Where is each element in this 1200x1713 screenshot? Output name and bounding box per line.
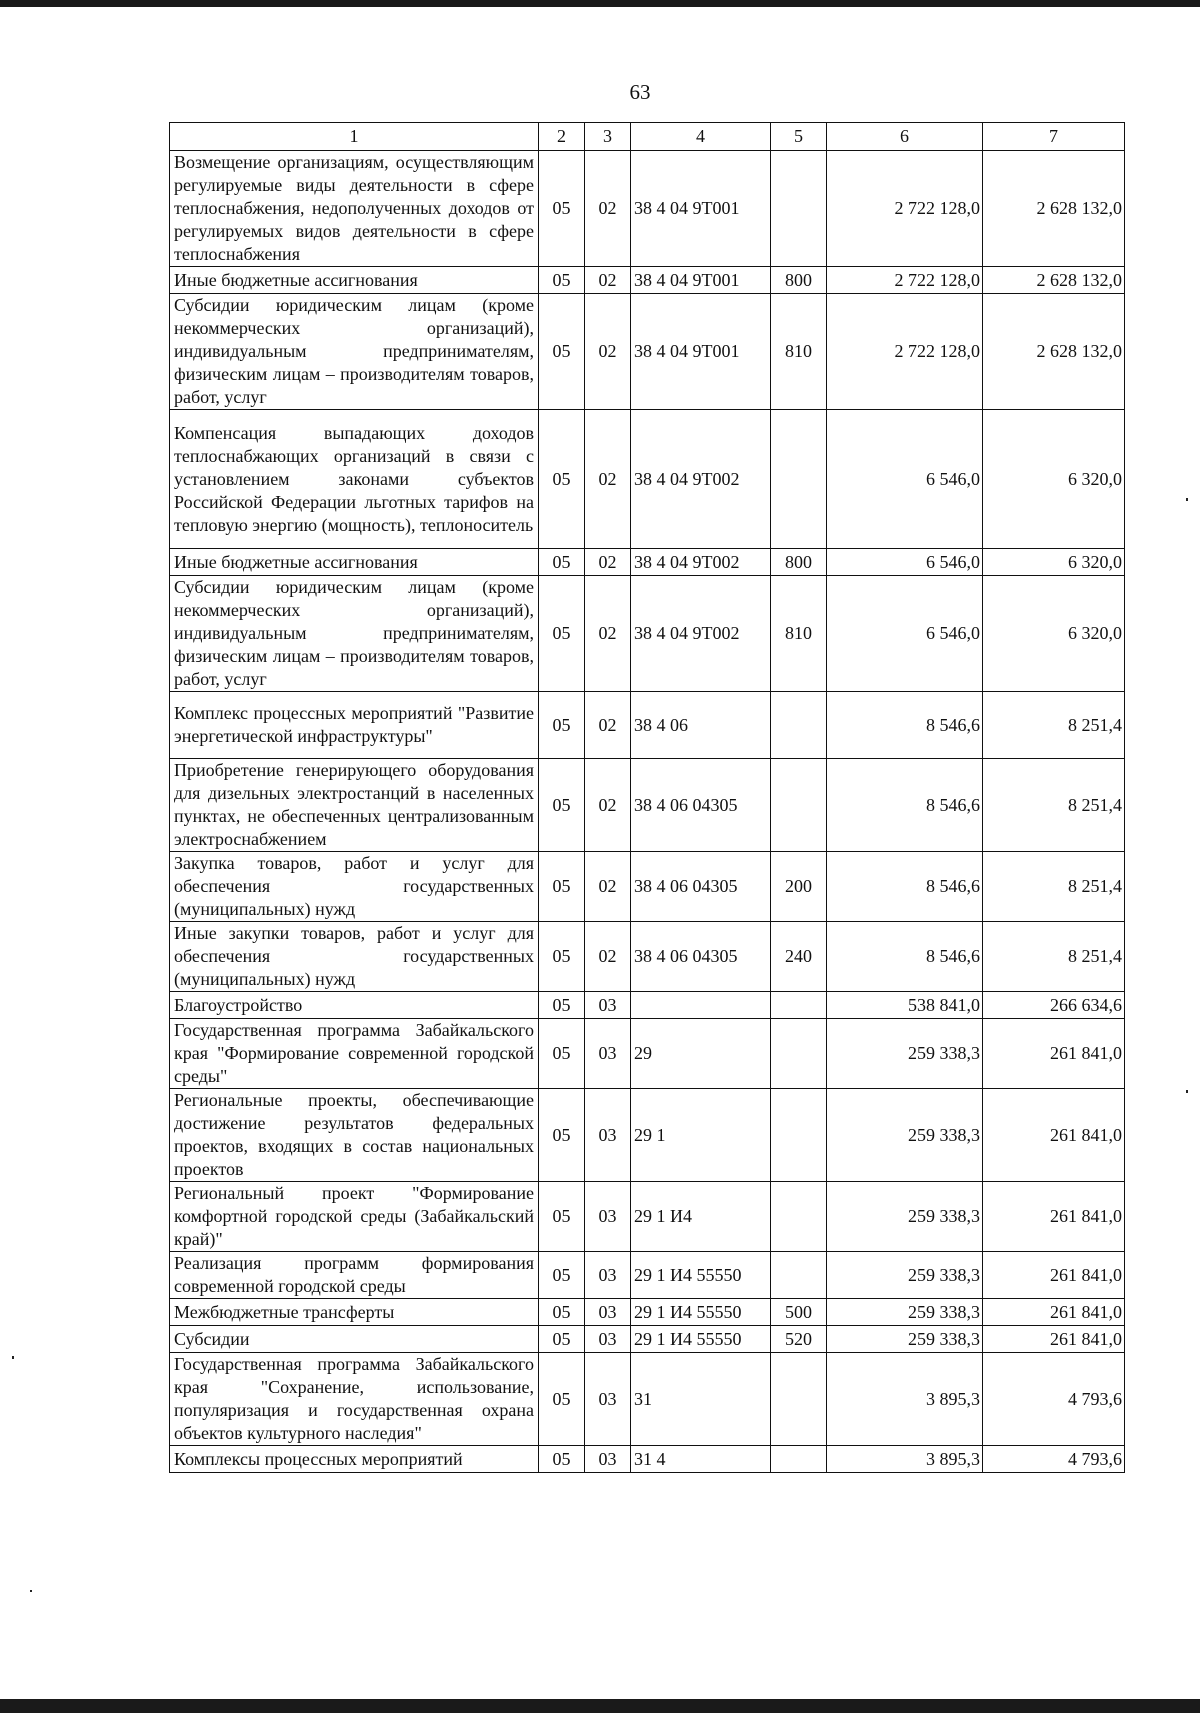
row-sum-second-cell: 2 628 132,0 <box>983 294 1125 410</box>
row-sum-first-cell: 2 722 128,0 <box>827 294 983 410</box>
row-sum-first-cell: 8 546,6 <box>827 692 983 759</box>
table-row <box>170 1326 1125 1353</box>
row-sum-first-cell: 259 338,3 <box>827 1182 983 1252</box>
row-subsection-cell: 02 <box>585 410 631 549</box>
row-expense-type-cell: 800 <box>771 267 827 294</box>
row-expense-type-cell: 200 <box>771 852 827 922</box>
header-col-5: 5 <box>771 123 827 151</box>
row-section-cell: 05 <box>539 267 585 294</box>
row-subsection-cell: 02 <box>585 759 631 852</box>
row-subsection-cell: 02 <box>585 294 631 410</box>
row-name-cell: Субсидии юридическим лицам (кроме некоммерческих организаций), индивидуальным предпринимателям, физическим лицам – производителям товаров, работ, услуг <box>170 294 539 410</box>
row-sum-first-cell: 2 722 128,0 <box>827 151 983 267</box>
row-expense-type-cell <box>771 1182 827 1252</box>
row-name-cell: Возмещение организациям, осуществляющим регулируемые виды деятельности в сфере теплоснабжения, недополученных доходов от регулируемых видов деятельности в сфере теплоснабжения <box>170 151 539 267</box>
row-section-cell: 05 <box>539 692 585 759</box>
row-section-cell: 05 <box>539 759 585 852</box>
row-name-cell: Субсидии <box>170 1326 539 1353</box>
row-sum-second-cell: 261 841,0 <box>983 1019 1125 1089</box>
row-sum-second-cell: 261 841,0 <box>983 1182 1125 1252</box>
row-expense-type-cell <box>771 1089 827 1182</box>
row-sum-second-cell: 261 841,0 <box>983 1252 1125 1299</box>
scan-speck <box>30 1590 32 1592</box>
row-expense-type-cell <box>771 151 827 267</box>
row-name-cell: Субсидии юридическим лицам (кроме некоммерческих организаций), индивидуальным предпринимателям, физическим лицам – производителям товаров, работ, услуг <box>170 576 539 692</box>
table-row <box>170 1299 1125 1326</box>
header-col-3: 3 <box>585 123 631 151</box>
row-expense-type-cell <box>771 1446 827 1473</box>
row-sum-second-cell: 6 320,0 <box>983 549 1125 576</box>
row-section-cell: 05 <box>539 1089 585 1182</box>
row-sum-second-cell: 4 793,6 <box>983 1446 1125 1473</box>
row-subsection-cell: 03 <box>585 1446 631 1473</box>
row-target-cell: 29 1 И4 <box>631 1182 771 1252</box>
row-subsection-cell: 03 <box>585 1182 631 1252</box>
row-sum-first-cell: 6 546,0 <box>827 549 983 576</box>
row-sum-first-cell: 538 841,0 <box>827 992 983 1019</box>
row-name-cell: Реализация программ формирования современной городской среды <box>170 1252 539 1299</box>
row-target-cell: 38 4 06 <box>631 692 771 759</box>
table-row <box>170 759 1125 852</box>
row-sum-second-cell: 261 841,0 <box>983 1299 1125 1326</box>
row-expense-type-cell: 810 <box>771 576 827 692</box>
row-expense-type-cell: 500 <box>771 1299 827 1326</box>
row-name-cell: Иные закупки товаров, работ и услуг для обеспечения государственных (муниципальных) нужд <box>170 922 539 992</box>
row-sum-second-cell: 2 628 132,0 <box>983 151 1125 267</box>
table-row <box>170 410 1125 549</box>
scan-speck <box>1186 498 1188 501</box>
table-row <box>170 1353 1125 1446</box>
row-expense-type-cell <box>771 1252 827 1299</box>
row-section-cell: 05 <box>539 1446 585 1473</box>
row-sum-first-cell: 6 546,0 <box>827 410 983 549</box>
header-row <box>170 123 1125 151</box>
row-sum-first-cell: 8 546,6 <box>827 759 983 852</box>
row-sum-first-cell: 6 546,0 <box>827 576 983 692</box>
row-section-cell: 05 <box>539 151 585 267</box>
row-section-cell: 05 <box>539 1252 585 1299</box>
row-name-cell: Компенсация выпадающих доходов теплоснабжающих организаций в связи с установлением законами субъектов Российской Федерации льготных тарифов на тепловую энергию (мощность), теплоноситель <box>170 410 539 549</box>
row-sum-first-cell: 259 338,3 <box>827 1089 983 1182</box>
row-target-cell: 38 4 04 9Т002 <box>631 410 771 549</box>
row-name-cell: Государственная программа Забайкальского края "Сохранение, использование, популяризация и государственная охрана объектов культурного наследия" <box>170 1353 539 1446</box>
row-name-cell: Региональный проект "Формирование комфортной городской среды (Забайкальский край)" <box>170 1182 539 1252</box>
row-section-cell: 05 <box>539 1019 585 1089</box>
row-sum-first-cell: 259 338,3 <box>827 1299 983 1326</box>
row-section-cell: 05 <box>539 1182 585 1252</box>
row-section-cell: 05 <box>539 992 585 1019</box>
header-col-4: 4 <box>631 123 771 151</box>
budget-table <box>169 122 1125 1473</box>
row-subsection-cell: 02 <box>585 692 631 759</box>
row-subsection-cell: 02 <box>585 922 631 992</box>
table-row <box>170 549 1125 576</box>
table-row <box>170 1252 1125 1299</box>
row-section-cell: 05 <box>539 922 585 992</box>
row-name-cell: Межбюджетные трансферты <box>170 1299 539 1326</box>
row-sum-first-cell: 3 895,3 <box>827 1446 983 1473</box>
row-subsection-cell: 02 <box>585 267 631 294</box>
row-sum-first-cell: 259 338,3 <box>827 1019 983 1089</box>
row-expense-type-cell <box>771 1019 827 1089</box>
row-subsection-cell: 03 <box>585 1326 631 1353</box>
row-subsection-cell: 03 <box>585 1089 631 1182</box>
row-sum-second-cell: 266 634,6 <box>983 992 1125 1019</box>
header-col-2: 2 <box>539 123 585 151</box>
table-row <box>170 1182 1125 1252</box>
row-target-cell: 38 4 04 9Т001 <box>631 151 771 267</box>
row-expense-type-cell: 520 <box>771 1326 827 1353</box>
row-subsection-cell: 02 <box>585 151 631 267</box>
scan-speck <box>1186 1090 1188 1093</box>
row-name-cell: Благоустройство <box>170 992 539 1019</box>
row-expense-type-cell: 810 <box>771 294 827 410</box>
row-name-cell: Приобретение генерирующего оборудования для дизельных электростанций в населенных пунктах, не обеспеченных централизованным электроснабжением <box>170 759 539 852</box>
scan-edge-top <box>0 0 1200 7</box>
row-sum-first-cell: 2 722 128,0 <box>827 267 983 294</box>
row-sum-second-cell: 8 251,4 <box>983 852 1125 922</box>
row-sum-second-cell: 4 793,6 <box>983 1353 1125 1446</box>
table-row <box>170 576 1125 692</box>
row-name-cell: Комплекс процессных мероприятий "Развитие энергетической инфраструктуры" <box>170 692 539 759</box>
row-expense-type-cell <box>771 759 827 852</box>
row-target-cell: 38 4 06 04305 <box>631 759 771 852</box>
row-sum-second-cell: 8 251,4 <box>983 759 1125 852</box>
row-name-cell: Комплексы процессных мероприятий <box>170 1446 539 1473</box>
table-header <box>170 123 1125 151</box>
row-section-cell: 05 <box>539 294 585 410</box>
row-expense-type-cell <box>771 992 827 1019</box>
row-expense-type-cell: 800 <box>771 549 827 576</box>
scan-speck <box>12 1356 14 1359</box>
row-name-cell: Иные бюджетные ассигнования <box>170 267 539 294</box>
row-section-cell: 05 <box>539 852 585 922</box>
row-subsection-cell: 03 <box>585 1019 631 1089</box>
row-sum-first-cell: 8 546,6 <box>827 852 983 922</box>
row-expense-type-cell <box>771 410 827 549</box>
row-target-cell: 31 <box>631 1353 771 1446</box>
row-section-cell: 05 <box>539 1353 585 1446</box>
row-section-cell: 05 <box>539 1326 585 1353</box>
table-row <box>170 1019 1125 1089</box>
row-target-cell: 29 1 И4 55550 <box>631 1326 771 1353</box>
header-col-6: 6 <box>827 123 983 151</box>
row-target-cell: 38 4 06 04305 <box>631 922 771 992</box>
row-expense-type-cell: 240 <box>771 922 827 992</box>
header-col-7: 7 <box>983 123 1125 151</box>
row-sum-second-cell: 6 320,0 <box>983 576 1125 692</box>
row-sum-second-cell: 261 841,0 <box>983 1089 1125 1182</box>
row-target-cell: 29 1 <box>631 1089 771 1182</box>
row-sum-first-cell: 259 338,3 <box>827 1326 983 1353</box>
row-name-cell: Иные бюджетные ассигнования <box>170 549 539 576</box>
row-target-cell: 29 1 И4 55550 <box>631 1299 771 1326</box>
row-subsection-cell: 02 <box>585 576 631 692</box>
row-name-cell: Закупка товаров, работ и услуг для обеспечения государственных (муниципальных) нужд <box>170 852 539 922</box>
row-expense-type-cell <box>771 692 827 759</box>
row-sum-second-cell: 8 251,4 <box>983 922 1125 992</box>
row-subsection-cell: 03 <box>585 1353 631 1446</box>
row-sum-first-cell: 8 546,6 <box>827 922 983 992</box>
row-target-cell: 38 4 04 9Т002 <box>631 576 771 692</box>
row-expense-type-cell <box>771 1353 827 1446</box>
row-sum-second-cell: 261 841,0 <box>983 1326 1125 1353</box>
table-row <box>170 692 1125 759</box>
row-section-cell: 05 <box>539 576 585 692</box>
scan-edge-bottom <box>0 1699 1200 1713</box>
table-body <box>170 151 1125 1473</box>
row-target-cell: 38 4 04 9Т001 <box>631 267 771 294</box>
table-row <box>170 294 1125 410</box>
row-subsection-cell: 03 <box>585 992 631 1019</box>
row-name-cell: Государственная программа Забайкальского края "Формирование современной городской среды" <box>170 1019 539 1089</box>
row-sum-first-cell: 259 338,3 <box>827 1252 983 1299</box>
row-subsection-cell: 02 <box>585 852 631 922</box>
row-subsection-cell: 03 <box>585 1299 631 1326</box>
table-row <box>170 922 1125 992</box>
page-number: 63 <box>629 80 651 104</box>
row-subsection-cell: 02 <box>585 549 631 576</box>
header-col-1: 1 <box>170 123 539 151</box>
row-target-cell <box>631 992 771 1019</box>
row-sum-first-cell: 3 895,3 <box>827 1353 983 1446</box>
row-name-cell: Региональные проекты, обеспечивающие достижение результатов федеральных проектов, входящих в состав национальных проектов <box>170 1089 539 1182</box>
table-row <box>170 151 1125 267</box>
row-section-cell: 05 <box>539 549 585 576</box>
row-subsection-cell: 03 <box>585 1252 631 1299</box>
row-target-cell: 29 <box>631 1019 771 1089</box>
row-sum-second-cell: 6 320,0 <box>983 410 1125 549</box>
row-sum-second-cell: 8 251,4 <box>983 692 1125 759</box>
row-target-cell: 38 4 04 9Т002 <box>631 549 771 576</box>
table-row <box>170 267 1125 294</box>
row-section-cell: 05 <box>539 1299 585 1326</box>
row-target-cell: 38 4 04 9Т001 <box>631 294 771 410</box>
table-row <box>170 1446 1125 1473</box>
table-row <box>170 1089 1125 1182</box>
row-target-cell: 38 4 06 04305 <box>631 852 771 922</box>
row-sum-second-cell: 2 628 132,0 <box>983 267 1125 294</box>
row-section-cell: 05 <box>539 410 585 549</box>
row-target-cell: 31 4 <box>631 1446 771 1473</box>
table-row <box>170 852 1125 922</box>
row-target-cell: 29 1 И4 55550 <box>631 1252 771 1299</box>
table-row <box>170 992 1125 1019</box>
